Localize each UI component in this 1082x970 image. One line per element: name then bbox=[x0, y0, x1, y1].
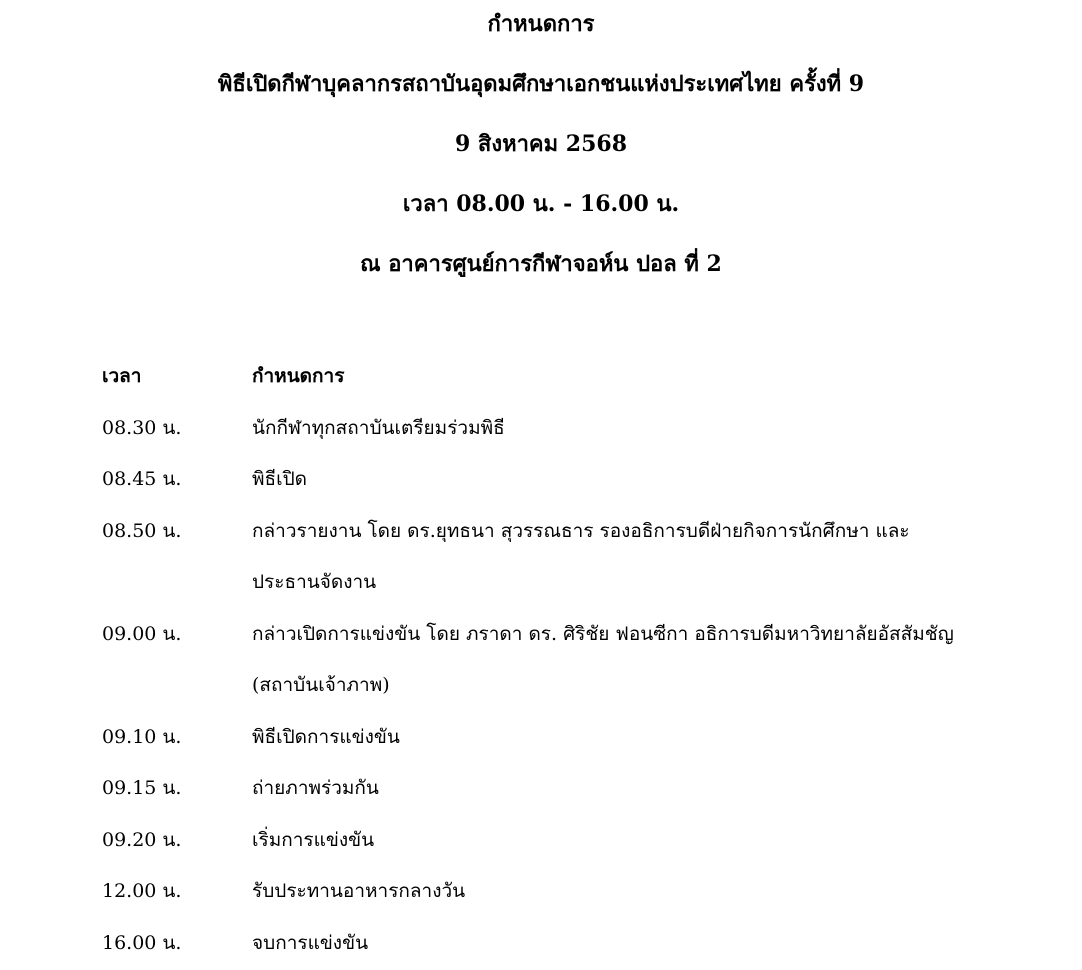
schedule-time: 12.00 น. bbox=[102, 880, 182, 902]
schedule-header-row bbox=[102, 351, 1062, 403]
schedule-time: 16.00 น. bbox=[102, 931, 182, 954]
schedule-description-line: กล่าวเปิดการแข่งขัน โดย ภราดา ดร. ศิริชัย ฟอนซีกา อธิการบดีมหาวิทยาลัยอัสสัมชัญ bbox=[252, 622, 954, 645]
column-header-time: เวลา bbox=[102, 365, 142, 387]
document-header bbox=[0, 4, 1082, 304]
schedule-time: 08.30 น. bbox=[102, 416, 182, 439]
schedule-time: 08.45 น. bbox=[102, 468, 182, 490]
schedule-description-line: จบการแข่งขัน bbox=[252, 931, 369, 954]
schedule-description-line: ถ่ายภาพร่วมกัน bbox=[252, 777, 379, 799]
schedule-description-line: พิธีเปิดการแข่งขัน bbox=[252, 725, 400, 748]
schedule-description bbox=[252, 403, 1062, 455]
schedule-description-line: เริ่มการแข่งขัน bbox=[252, 828, 375, 851]
event-time-range: เวลา 08.00 น. - 16.00 น. bbox=[402, 191, 680, 217]
schedule-row bbox=[102, 815, 1062, 867]
schedule-time: 09.20 น. bbox=[102, 828, 182, 851]
schedule-description bbox=[252, 609, 1062, 712]
schedule-description bbox=[252, 866, 1062, 918]
schedule-description bbox=[252, 712, 1062, 764]
schedule-row bbox=[102, 712, 1062, 764]
schedule-description-line: กล่าวรายงาน โดย ดร.ยุทธนา สุวรรณธาร รองอธิการบดีฝ่ายกิจการนักศึกษา และ bbox=[252, 519, 910, 542]
schedule-description bbox=[252, 454, 1062, 506]
event-name: พิธีเปิดกีฬาบุคลากรสถาบันอุดมศึกษาเอกชนแห่งประเทศไทย ครั้งที่ 9 bbox=[217, 71, 865, 97]
schedule-description-line: รับประทานอาหารกลางวัน bbox=[252, 880, 466, 902]
event-date: 9 สิงหาคม 2568 bbox=[454, 131, 628, 157]
schedule-row bbox=[102, 763, 1062, 815]
schedule-description-line: ประธานจัดงาน bbox=[252, 571, 377, 593]
schedule-row bbox=[102, 454, 1062, 506]
schedule-row bbox=[102, 403, 1062, 455]
schedule-description bbox=[252, 763, 1062, 815]
column-header-program: กำหนดการ bbox=[252, 365, 345, 387]
schedule-description-line: นักกีฬาทุกสถาบันเตรียมร่วมพิธี bbox=[252, 416, 505, 439]
schedule-time: 09.10 น. bbox=[102, 725, 182, 748]
schedule-time: 09.15 น. bbox=[102, 777, 182, 799]
schedule-row bbox=[102, 918, 1062, 970]
schedule-time: 09.00 น. bbox=[102, 622, 182, 645]
schedule-description bbox=[252, 918, 1062, 970]
schedule-time: 08.50 น. bbox=[102, 519, 182, 542]
schedule-row bbox=[102, 609, 1062, 712]
document-title: กำหนดการ bbox=[487, 11, 595, 37]
schedule-description bbox=[252, 506, 1062, 609]
schedule-description bbox=[252, 815, 1062, 867]
schedule-table bbox=[102, 351, 1062, 969]
schedule-row bbox=[102, 866, 1062, 918]
schedule-description-line: พิธีเปิด bbox=[252, 468, 308, 490]
schedule-row bbox=[102, 506, 1062, 609]
event-venue: ณ อาคารศูนย์การกีฬาจอห์น ปอล ที่ 2 bbox=[360, 251, 722, 277]
schedule-description-line: (สถาบันเจ้าภาพ) bbox=[252, 674, 390, 696]
